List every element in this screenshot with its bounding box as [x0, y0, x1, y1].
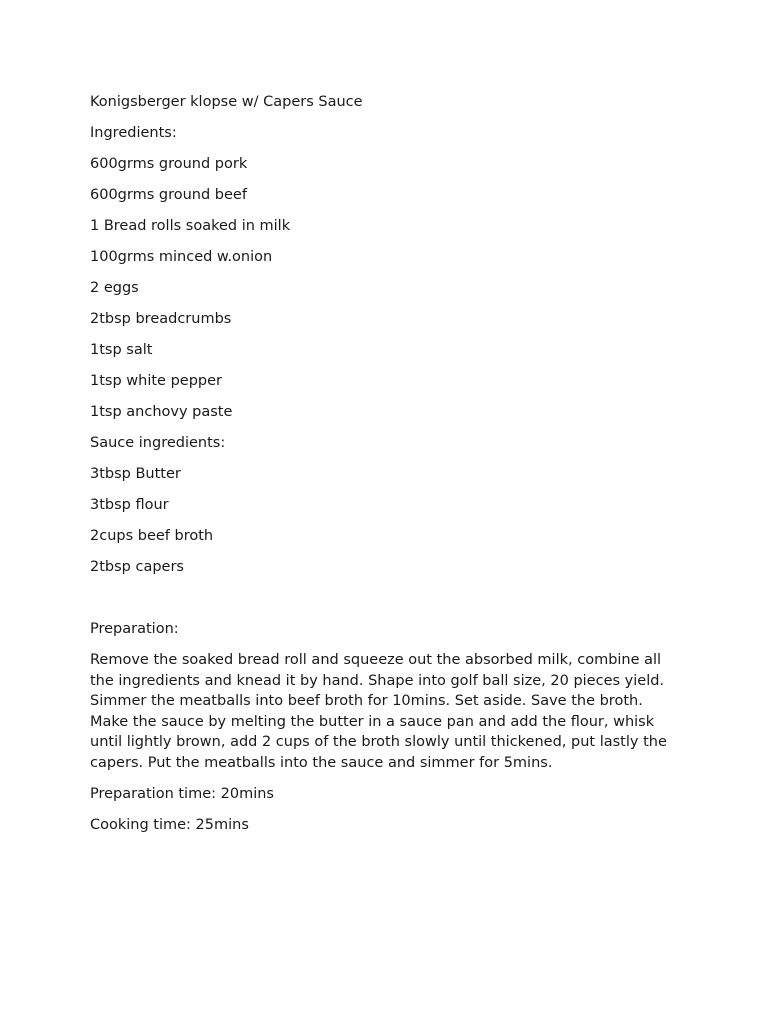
sauce-heading: Sauce ingredients:	[90, 435, 226, 451]
sauce-ingredient-item: 3tbsp flour	[90, 497, 169, 513]
preparation-time: Preparation time: 20mins	[90, 785, 274, 802]
preparation-heading: Preparation:	[90, 621, 179, 637]
blank-line	[90, 588, 682, 619]
ingredients-heading: Ingredients:	[90, 125, 177, 141]
sauce-ingredient-item: 2tbsp capers	[90, 559, 184, 575]
ingredient-item: 1tsp white pepper	[90, 373, 222, 389]
ingredient-item: 1tsp salt	[90, 342, 153, 358]
ingredient-item: 600grms ground beef	[90, 187, 247, 203]
ingredient-item: 2 eggs	[90, 280, 139, 296]
ingredient-item: 2tbsp breadcrumbs	[90, 311, 232, 327]
cooking-time: Cooking time: 25mins	[90, 816, 249, 833]
ingredient-item: 100grms minced w.onion	[90, 249, 273, 265]
ingredient-item: 1 Bread rolls soaked in milk	[90, 218, 291, 234]
preparation-text: Remove the soaked bread roll and squeeze out the absorbed milk, combine all the ingredients and knead it by hand. Shape into golf ball size, 20 pieces yield. Simmer the meatballs into beef broth for 10mins. Set aside. Save the broth. Make the sauce by melting the butter in a sauce pan and add the flour, whisk until lightly brown, add 2 cups of the broth slowly until thickened, put lastly the capers. Put the meatballs into the sauce and simmer for 5mins.	[90, 652, 667, 771]
ingredient-item: 1tsp anchovy paste	[90, 404, 233, 420]
sauce-ingredient-item: 2cups beef broth	[90, 528, 214, 544]
ingredient-item: 600grms ground pork	[90, 156, 248, 172]
recipe-document	[90, 92, 682, 846]
sauce-ingredient-item: 3tbsp Butter	[90, 466, 181, 482]
recipe-title: Konigsberger klopse w/ Capers Sauce	[90, 94, 363, 110]
